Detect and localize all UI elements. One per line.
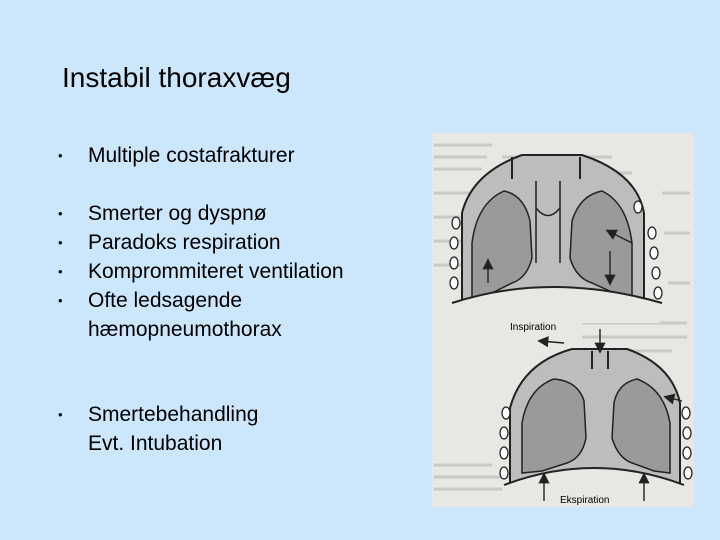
bullet-text: Multiple costafrakturer xyxy=(88,144,295,167)
bullet-dot: • xyxy=(58,235,63,250)
slide-title: Instabil thoraxvæg xyxy=(62,62,291,93)
bullet-dot: • xyxy=(58,293,63,308)
thorax-expiration xyxy=(500,329,692,506)
thorax-illustration xyxy=(432,133,694,507)
bullet-text: Paradoks respiration xyxy=(88,231,281,254)
bullet-dot: • xyxy=(58,206,63,221)
label-ekspiration: Ekspiration xyxy=(560,495,610,506)
thorax-diagram xyxy=(432,133,694,507)
bullet-text: Komprommiteret ventilation xyxy=(88,260,344,283)
bullet-dot: • xyxy=(58,407,63,422)
bullet-text: Smertebehandling xyxy=(88,403,259,426)
bullet-dot: • xyxy=(58,148,63,163)
bullet-dot: • xyxy=(58,264,63,279)
bullet-text: Evt. Intubation xyxy=(88,432,223,455)
bullet-text: Smerter og dyspnø xyxy=(88,202,267,225)
bullet-text: Ofte ledsagende xyxy=(88,289,243,312)
thorax-inspiration xyxy=(450,155,662,343)
bullet-text: hæmopneumothorax xyxy=(88,318,282,341)
label-inspiration: Inspiration xyxy=(510,322,557,333)
